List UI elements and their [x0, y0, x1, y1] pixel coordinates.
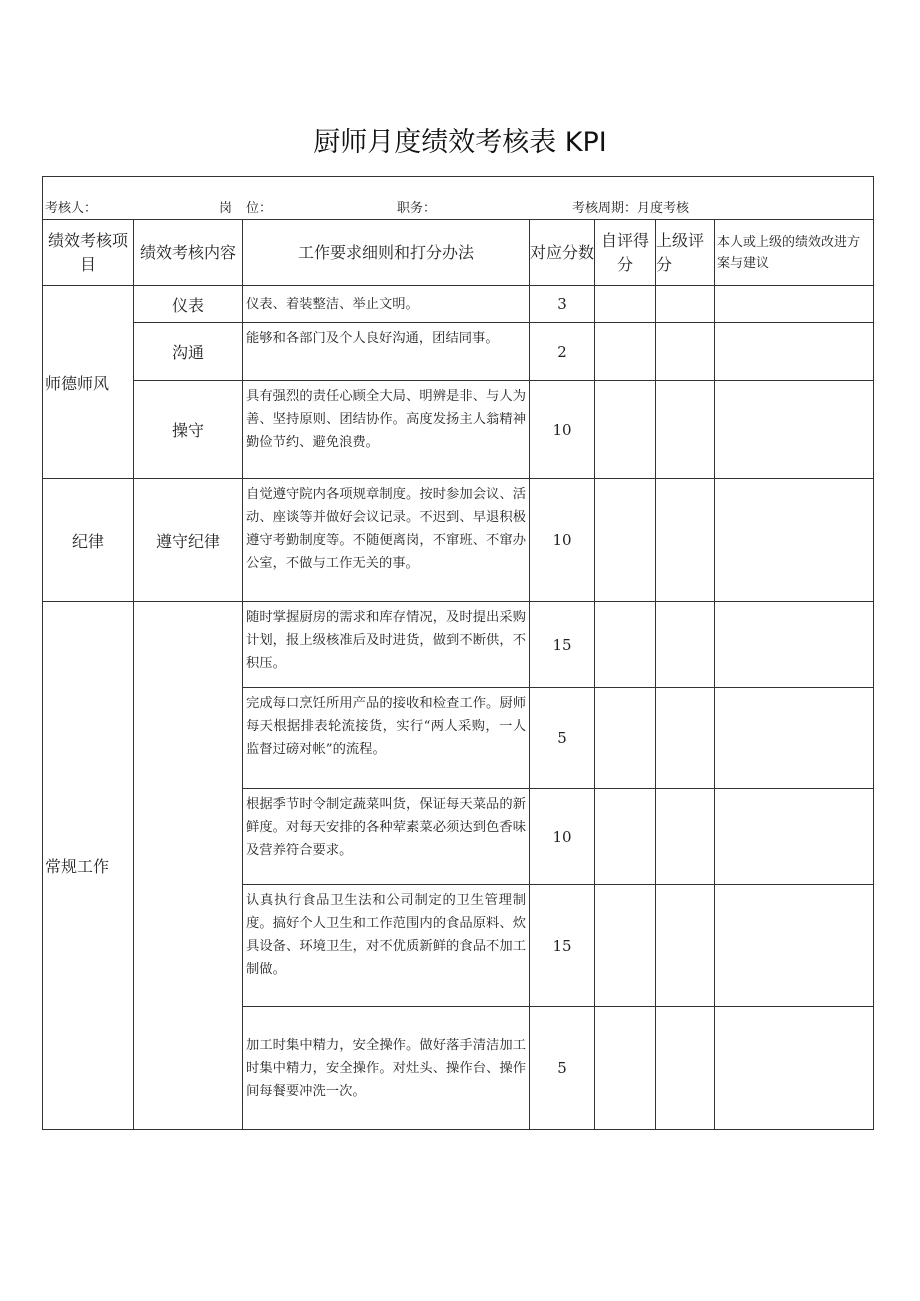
table-row — [43, 286, 874, 323]
self-score-cell — [595, 1007, 656, 1130]
superior-score-cell — [656, 323, 715, 381]
meta-cell — [43, 177, 874, 220]
period-label: 考核周期：月度考核 — [572, 201, 690, 216]
desc-cell: 能够和各部门及个人良好沟通，团结同事。 — [243, 323, 530, 381]
superior-score-cell — [656, 381, 715, 479]
self-score-cell — [595, 323, 656, 381]
score-cell: 15 — [530, 885, 595, 1007]
page-title: 厨师月度绩效考核表 KPI — [313, 127, 607, 158]
score-cell: 10 — [530, 789, 595, 885]
category-cell: 常规工作 — [43, 602, 134, 1130]
category-cell: 师德师风 — [43, 286, 134, 479]
superior-score-cell — [656, 479, 715, 602]
table-row — [43, 323, 874, 381]
header-self: 自评得分 — [595, 220, 656, 286]
item-cell: 遵守纪律 — [134, 479, 243, 602]
header-row — [43, 220, 874, 286]
post-label: 岗 — [219, 201, 233, 216]
superior-score-cell — [656, 602, 715, 688]
desc-cell: 随时掌握厨房的需求和库存情况，及时提出采购计划，报上级核准后及时进货，做到不断供，不积压。 — [243, 602, 530, 688]
header-content: 绩效考核内容 — [134, 220, 243, 286]
improve-cell — [715, 381, 874, 479]
table-row — [43, 479, 874, 602]
desc-cell: 自觉遵守院内各项规章制度。按时参加会议、活动、座谈等并做好会议记录。不迟到、早退积极遵守考勤制度等。不随便离岗，不窜班、不窜办公室，不做与工作无关的事。 — [243, 479, 530, 602]
superior-score-cell — [656, 286, 715, 323]
post-label-2: 位： — [246, 201, 273, 216]
improve-cell — [715, 885, 874, 1007]
desc-cell: 仪表、着装整洁、举止文明。 — [243, 286, 530, 323]
self-score-cell — [595, 479, 656, 602]
desc-cell: 根据季节时令制定蔬菜叫货，保证每天菜品的新鲜度。对每天安排的各种荤素菜必须达到色香味及营养符合要求。 — [243, 789, 530, 885]
assessor-label: 考核人： — [45, 201, 98, 216]
improve-cell — [715, 286, 874, 323]
self-score-cell — [595, 688, 656, 789]
self-score-cell — [595, 381, 656, 479]
item-cell: 沟通 — [134, 323, 243, 381]
superior-score-cell — [656, 789, 715, 885]
duty-label: 职务： — [397, 201, 437, 216]
self-score-cell — [595, 286, 656, 323]
self-score-cell — [595, 789, 656, 885]
score-cell: 15 — [530, 602, 595, 688]
improve-cell — [715, 1007, 874, 1130]
kpi-table — [42, 176, 874, 1130]
table-row — [43, 602, 874, 688]
improve-cell — [715, 688, 874, 789]
score-cell: 10 — [530, 381, 595, 479]
header-method: 工作要求细则和打分办法 — [243, 220, 530, 286]
meta-row — [43, 177, 874, 220]
self-score-cell — [595, 602, 656, 688]
desc-cell: 具有强烈的责任心顾全大局、明辨是非、与人为善、坚持原则、团结协作。高度发扬主人翁精神勤俭节约、避免浪费。 — [243, 381, 530, 479]
desc-cell: 加工时集中精力，安全操作。做好落手清洁加工时集中精力，安全操作。对灶头、操作台、操作间每餐要冲洗一次。 — [243, 1007, 530, 1130]
category-cell: 纪律 — [43, 479, 134, 602]
table-row — [43, 381, 874, 479]
header-improve: 本人或上级的绩效改进方案与建议 — [715, 220, 874, 286]
header-project: 绩效考核项目 — [43, 220, 134, 286]
score-cell: 5 — [530, 1007, 595, 1130]
score-cell: 10 — [530, 479, 595, 602]
improve-cell — [715, 602, 874, 688]
score-cell: 2 — [530, 323, 595, 381]
improve-cell — [715, 479, 874, 602]
item-cell: 操守 — [134, 381, 243, 479]
improve-cell — [715, 323, 874, 381]
score-cell: 5 — [530, 688, 595, 789]
item-cell — [134, 602, 243, 1130]
superior-score-cell — [656, 688, 715, 789]
header-superior: 上级评分 — [656, 220, 715, 286]
superior-score-cell — [656, 1007, 715, 1130]
superior-score-cell — [656, 885, 715, 1007]
item-cell: 仪表 — [134, 286, 243, 323]
header-score: 对应分数 — [530, 220, 595, 286]
desc-cell: 认真执行食品卫生法和公司制定的卫生管理制度。搞好个人卫生和工作范围内的食品原料、炊具设备、环境卫生，对不优质新鲜的食品不加工制做。 — [243, 885, 530, 1007]
improve-cell — [715, 789, 874, 885]
self-score-cell — [595, 885, 656, 1007]
desc-cell: 完成每口烹饪所用产品的接收和检查工作。厨师每天根据排表轮流接货，实行“两人采购，一人监督过磅对帐”的流程。 — [243, 688, 530, 789]
score-cell: 3 — [530, 286, 595, 323]
